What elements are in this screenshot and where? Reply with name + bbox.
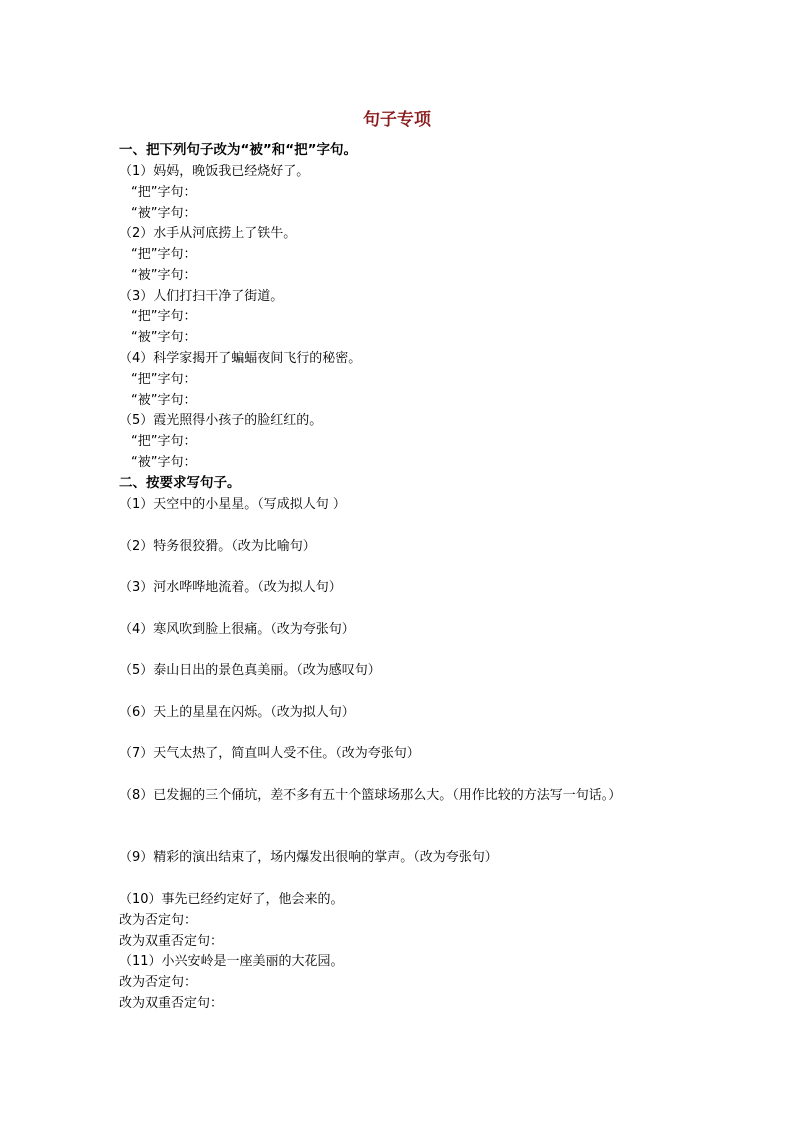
- section1-heading: 一、把下列句子改为“被”和“把”字句。: [119, 142, 357, 158]
- s1-item-3-bei: “被”字句：: [131, 330, 197, 345]
- s1-item-2-ba: “把”字句：: [131, 247, 197, 262]
- s2-item-11: （11）小兴安岭是一座美丽的大花园。: [119, 954, 344, 969]
- s1-item-5-bei: “被”字句：: [131, 455, 197, 470]
- s1-item-3-sentence: （3）人们打扫干净了街道。: [119, 289, 284, 304]
- s2-item-8: （8）已发掘的三个俑坑，差不多有五十个篮球场那么大。（用作比较的方法写一句话。）: [119, 788, 622, 803]
- s2-item-11-double-negative: 改为双重否定句：: [119, 996, 224, 1011]
- s2-item-10-double-negative: 改为双重否定句：: [119, 934, 224, 949]
- s2-item-11-negative: 改为否定句：: [119, 975, 198, 990]
- s2-item-10: （10）事先已经约定好了，他会来的。: [119, 892, 344, 907]
- s2-item-3: （3）河水哗哗地流着。（改为拟人句）: [119, 580, 342, 595]
- s1-item-4-sentence: （4）科学家揭开了蝙蝠夜间飞行的秘密。: [119, 351, 362, 366]
- section2-heading: 二、按要求写句子。: [119, 475, 241, 491]
- s1-item-4-ba: “把”字句：: [131, 372, 197, 387]
- s1-item-1-ba: “把”字句：: [131, 185, 197, 200]
- s1-item-2-bei: “被”字句：: [131, 268, 197, 283]
- s2-item-2: （2）特务很狡猾。（改为比喻句）: [119, 539, 316, 554]
- s2-item-7: （7）天气太热了，简直叫人受不住。（改为夸张句）: [119, 746, 420, 761]
- s1-item-1-bei: “被”字句：: [131, 206, 197, 221]
- s2-item-1: （1）天空中的小星星。（写成拟人句 ）: [119, 497, 346, 512]
- document-title: 句子专项: [363, 110, 431, 130]
- s2-item-5: （5）泰山日出的景色真美丽。（改为感叹句）: [119, 663, 381, 678]
- s1-item-4-bei: “被”字句：: [131, 393, 197, 408]
- s2-item-4: （4）寒风吹到脸上很痛。（改为夸张句）: [119, 622, 355, 637]
- s1-item-1-sentence: （1）妈妈，晚饭我已经烧好了。: [119, 164, 310, 179]
- s2-item-6: （6）天上的星星在闪烁。（改为拟人句）: [119, 705, 355, 720]
- s1-item-5-sentence: （5）霞光照得小孩子的脸红红的。: [119, 413, 323, 428]
- s2-item-9: （9）精彩的演出结束了，场内爆发出很响的掌声。（改为夸张句）: [119, 850, 498, 865]
- s2-item-10-negative: 改为否定句：: [119, 913, 198, 928]
- s1-item-5-ba: “把”字句：: [131, 434, 197, 449]
- s1-item-3-ba: “把”字句：: [131, 309, 197, 324]
- s1-item-2-sentence: （2）水手从河底捞上了铁牛。: [119, 226, 297, 241]
